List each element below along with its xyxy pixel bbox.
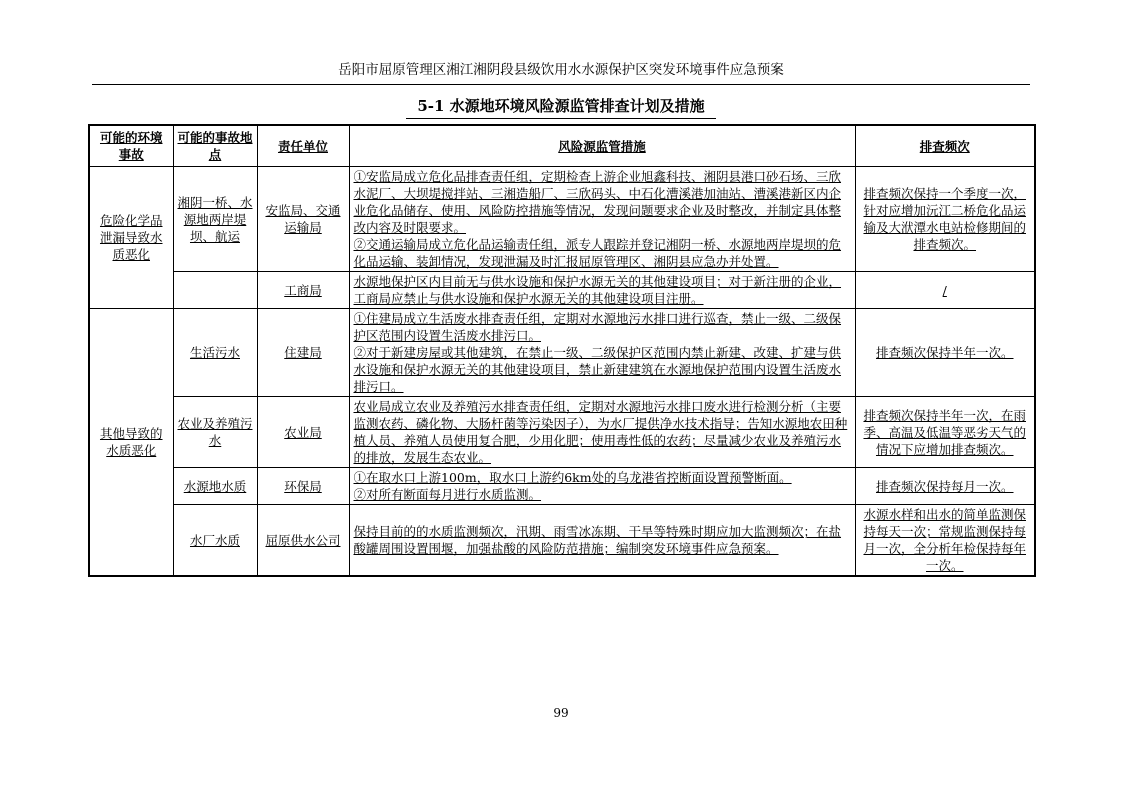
measures-cell [349, 167, 855, 272]
unit-cell: 工商局 [257, 272, 349, 309]
measures-cell [349, 309, 855, 397]
measures-cell [349, 397, 855, 468]
table-header-row [89, 125, 1035, 167]
frequency-cell: / [855, 272, 1035, 309]
frequency-cell: 排查频次保持每月一次。 [855, 468, 1035, 505]
measure-item: ②对所有断面每月进行水质监测。 [353, 487, 542, 502]
unit-cell: 安监局、交通运输局 [257, 167, 349, 272]
page-number: 99 [553, 706, 569, 720]
unit-cell: 农业局 [257, 397, 349, 468]
header-divider [92, 84, 1030, 85]
location-cell-empty [173, 272, 257, 309]
col-header-location: 可能的事故地点 [173, 125, 257, 167]
location-cell: 生活污水 [173, 309, 257, 397]
frequency-cell: 水源水样和出水的简单监测保持每天一次；常规监测保持每月一次，全分析年检保持每年一次。 [855, 505, 1035, 577]
measures-cell [349, 468, 855, 505]
location-cell: 水源地水质 [173, 468, 257, 505]
accident-type-cell: 其他导致的水质恶化 [89, 309, 173, 577]
col-header-unit: 责任单位 [257, 125, 349, 167]
unit-cell: 屈原供水公司 [257, 505, 349, 577]
col-header-accident-type: 可能的环境事故 [89, 125, 173, 167]
location-cell: 湘阴一桥、水源地两岸堤坝、航运 [173, 167, 257, 272]
measure-item: 保持目前的的水质监测频次，汛期、雨雪冰冻期、干旱等特殊时期应加大监测频次；在盐酸罐周围设置围堰，加强盐酸的风险防范措施；编制突发环境事件应急预案。 [353, 524, 842, 556]
measure-item: ①安监局成立危化品排查责任组，定期检查上游企业旭鑫科技、湘阴县港口砂石场、三欣水泥厂、大坝堤搅拌站、三湘造船厂、三欣码头、中石化漕溪港加油站、漕溪港新区内企业危化品储存、使用、风险防控措施等情况，发现问题要求企业及时整改，并制定具体整改内容及时限要求。 [353, 169, 842, 235]
table-row [89, 468, 1035, 505]
table-row [89, 272, 1035, 309]
col-header-measures: 风险源监管措施 [349, 125, 855, 167]
table-title: 5-1 水源地环境风险源监管排查计划及措施 [417, 97, 705, 115]
location-cell: 农业及养殖污水 [173, 397, 257, 468]
table-row [89, 309, 1035, 397]
table-row [89, 167, 1035, 272]
frequency-cell: 排查频次保持一个季度一次，针对应增加沅江二桥危化品运输及大洑潭水电站检修期间的排查频次。 [855, 167, 1035, 272]
col-header-frequency: 排查频次 [855, 125, 1035, 167]
measure-item: 农业局成立农业及养殖污水排查责任组，定期对水源地污水排口废水进行检测分析（主要监测农药、磷化物、大肠杆菌等污染因子），为水厂提供净水技术指导；告知水源地农田种植人员、养殖人员使用复合肥，少用化肥；使用毒性低的农药；尽量减少农业及养殖污水的排放，发展生态农业。 [353, 399, 848, 465]
table-row [89, 505, 1035, 577]
risk-source-table [88, 124, 1036, 577]
frequency-cell: 排查频次保持半年一次，在雨季、高温及低温等恶劣天气的情况下应增加排查频次。 [855, 397, 1035, 468]
measure-item: 水源地保护区内目前无与供水设施和保护水源无关的其他建设项目；对于新注册的企业，工商局应禁止与供水设施和保护水源无关的其他建设项目注册。 [353, 274, 842, 306]
measure-item: ①在取水口上游100m，取水口上游约6km处的乌龙港省控断面设置预警断面。 [353, 470, 792, 485]
measure-item: ②交通运输局成立危化品运输责任组，派专人跟踪并登记湘阴一桥、水源地两岸堤坝的危化品运输、装卸情况，发现泄漏及时汇报屈原管理区、湘阴县应急办并处置。 [353, 237, 842, 269]
accident-type-cell: 危险化学品泄漏导致水质恶化 [89, 167, 173, 309]
unit-cell: 住建局 [257, 309, 349, 397]
page-header: 岳阳市屈原管理区湘江湘阴段县级饮用水水源保护区突发环境事件应急预案 [338, 62, 784, 78]
table-title-underline [406, 118, 716, 119]
table-row [89, 397, 1035, 468]
measure-item: ①住建局成立生活废水排查责任组，定期对水源地污水排口进行巡查，禁止一级、二级保护区范围内设置生活废水排污口。 [353, 311, 842, 343]
measures-cell [349, 505, 855, 577]
location-cell: 水厂水质 [173, 505, 257, 577]
unit-cell: 环保局 [257, 468, 349, 505]
measure-item: ②对于新建房屋或其他建筑，在禁止一级、二级保护区范围内禁止新建、改建、扩建与供水设施和保护水源无关的其他建设项目，禁止新建建筑在水源地保护范围内设置生活废水排污口。 [353, 345, 842, 394]
measures-cell [349, 272, 855, 309]
frequency-cell: 排查频次保持半年一次。 [855, 309, 1035, 397]
